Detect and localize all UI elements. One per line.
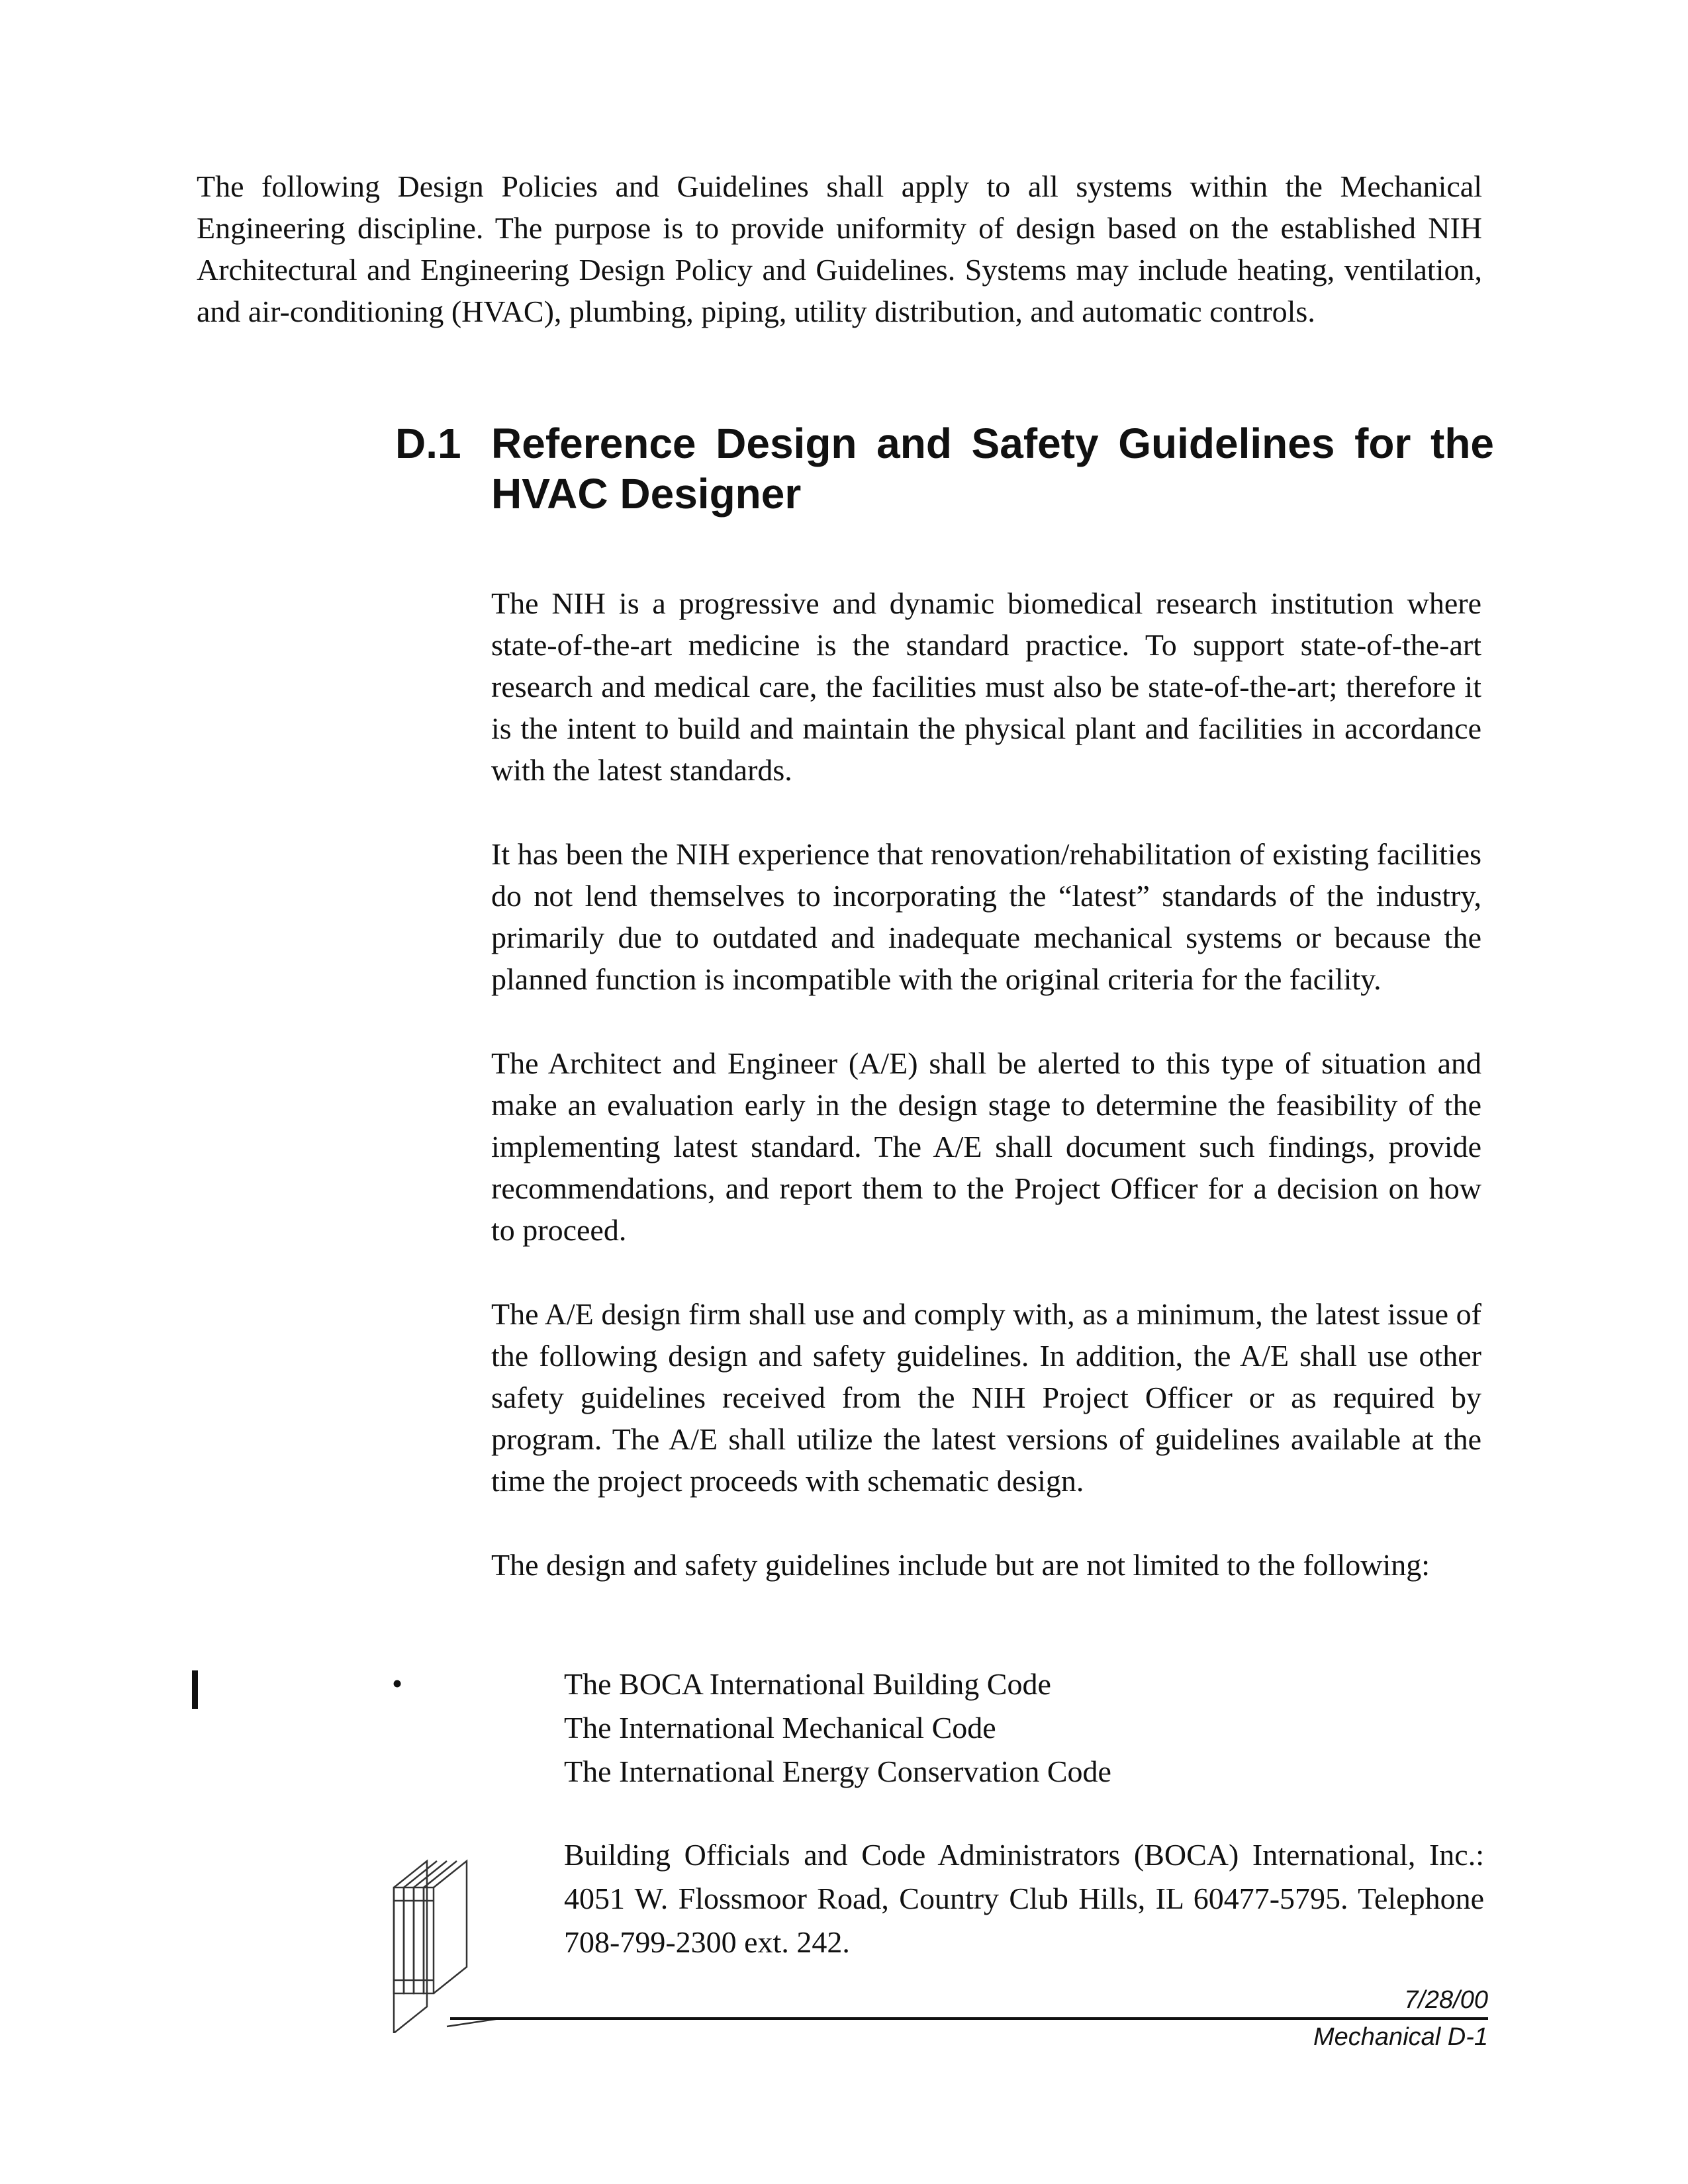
footer-date: 7/28/00 xyxy=(1404,1986,1488,2014)
section-title: Reference Design and Safety Guidelines for the HVAC Designer xyxy=(491,420,1494,518)
codes-list xyxy=(564,1662,1484,1794)
paragraph-ae-evaluation: The Architect and Engineer (A/E) shall be alerted to this type of situation and make an evaluation early in the design stage to determine the feasibility of the implementing latest standard. The A/E shall document such findings, provide recommendations, and report them to the Project Officer for a decision on how to proceed. xyxy=(491,1046,1481,1247)
paragraph-renovation: It has been the NIH experience that renovation/rehabilitation of existing facilities do not lend themselves to incorporating the “latest” standards of the industry, primarily due to outdated and inadequate mechanical systems or because the planned function is incompatible with the original criteria for the facility. xyxy=(491,837,1481,996)
paragraph-guidelines-lead-in: The design and safety guidelines include but are not limited to the following: xyxy=(491,1548,1430,1582)
section-number: D.1 xyxy=(395,420,461,467)
footer-page-number: Mechanical D-1 xyxy=(1313,2023,1488,2051)
boca-contact-info: Building Officials and Code Administrators (BOCA) International, Inc.: 4051 W. Flossmoor Road, Country Club Hills, IL 60477-5795. Telephone 708-799-2300 ext. 242. xyxy=(564,1838,1484,1959)
paragraph-nih-intent: The NIH is a progressive and dynamic biomedical research institution where state-of-the-art medicine is the standard practice. To support state-of-the-art research and medical care, the facilities must also be state-of-the-art; therefore it is the intent to build and maintain the physical plant and facilities in accordance with the latest standards. xyxy=(491,586,1481,787)
section-body xyxy=(491,582,1481,1628)
bullet-point: • xyxy=(392,1666,403,1700)
code-item: The International Mechanical Code xyxy=(564,1711,996,1745)
code-item: The International Energy Conservation Code xyxy=(564,1754,1111,1788)
revision-change-bar xyxy=(192,1670,198,1709)
intro-paragraph: The following Design Policies and Guidelines shall apply to all systems within the Mechanical Engineering discipline. The purpose is to provide uniformity of design based on the established NIH Architectural and Engineering Design Policy and Guidelines. Systems may include heating, ventilation, and air-conditioning (HVAC), plumbing, piping, utility distribution, and automatic controls. xyxy=(197,169,1482,328)
code-item: The BOCA International Building Code xyxy=(564,1667,1051,1701)
reference-books-icon xyxy=(387,1848,500,2033)
footer-rule xyxy=(450,2017,1488,2020)
paragraph-ae-compliance: The A/E design firm shall use and comply with, as a minimum, the latest issue of the following design and safety guidelines. In addition, the A/E shall use other safety guidelines received from the NIH Project Officer or as required by program. The A/E shall utilize the latest versions of guidelines available at the time the project proceeds with schematic design. xyxy=(491,1297,1481,1498)
section-heading xyxy=(395,418,1494,519)
